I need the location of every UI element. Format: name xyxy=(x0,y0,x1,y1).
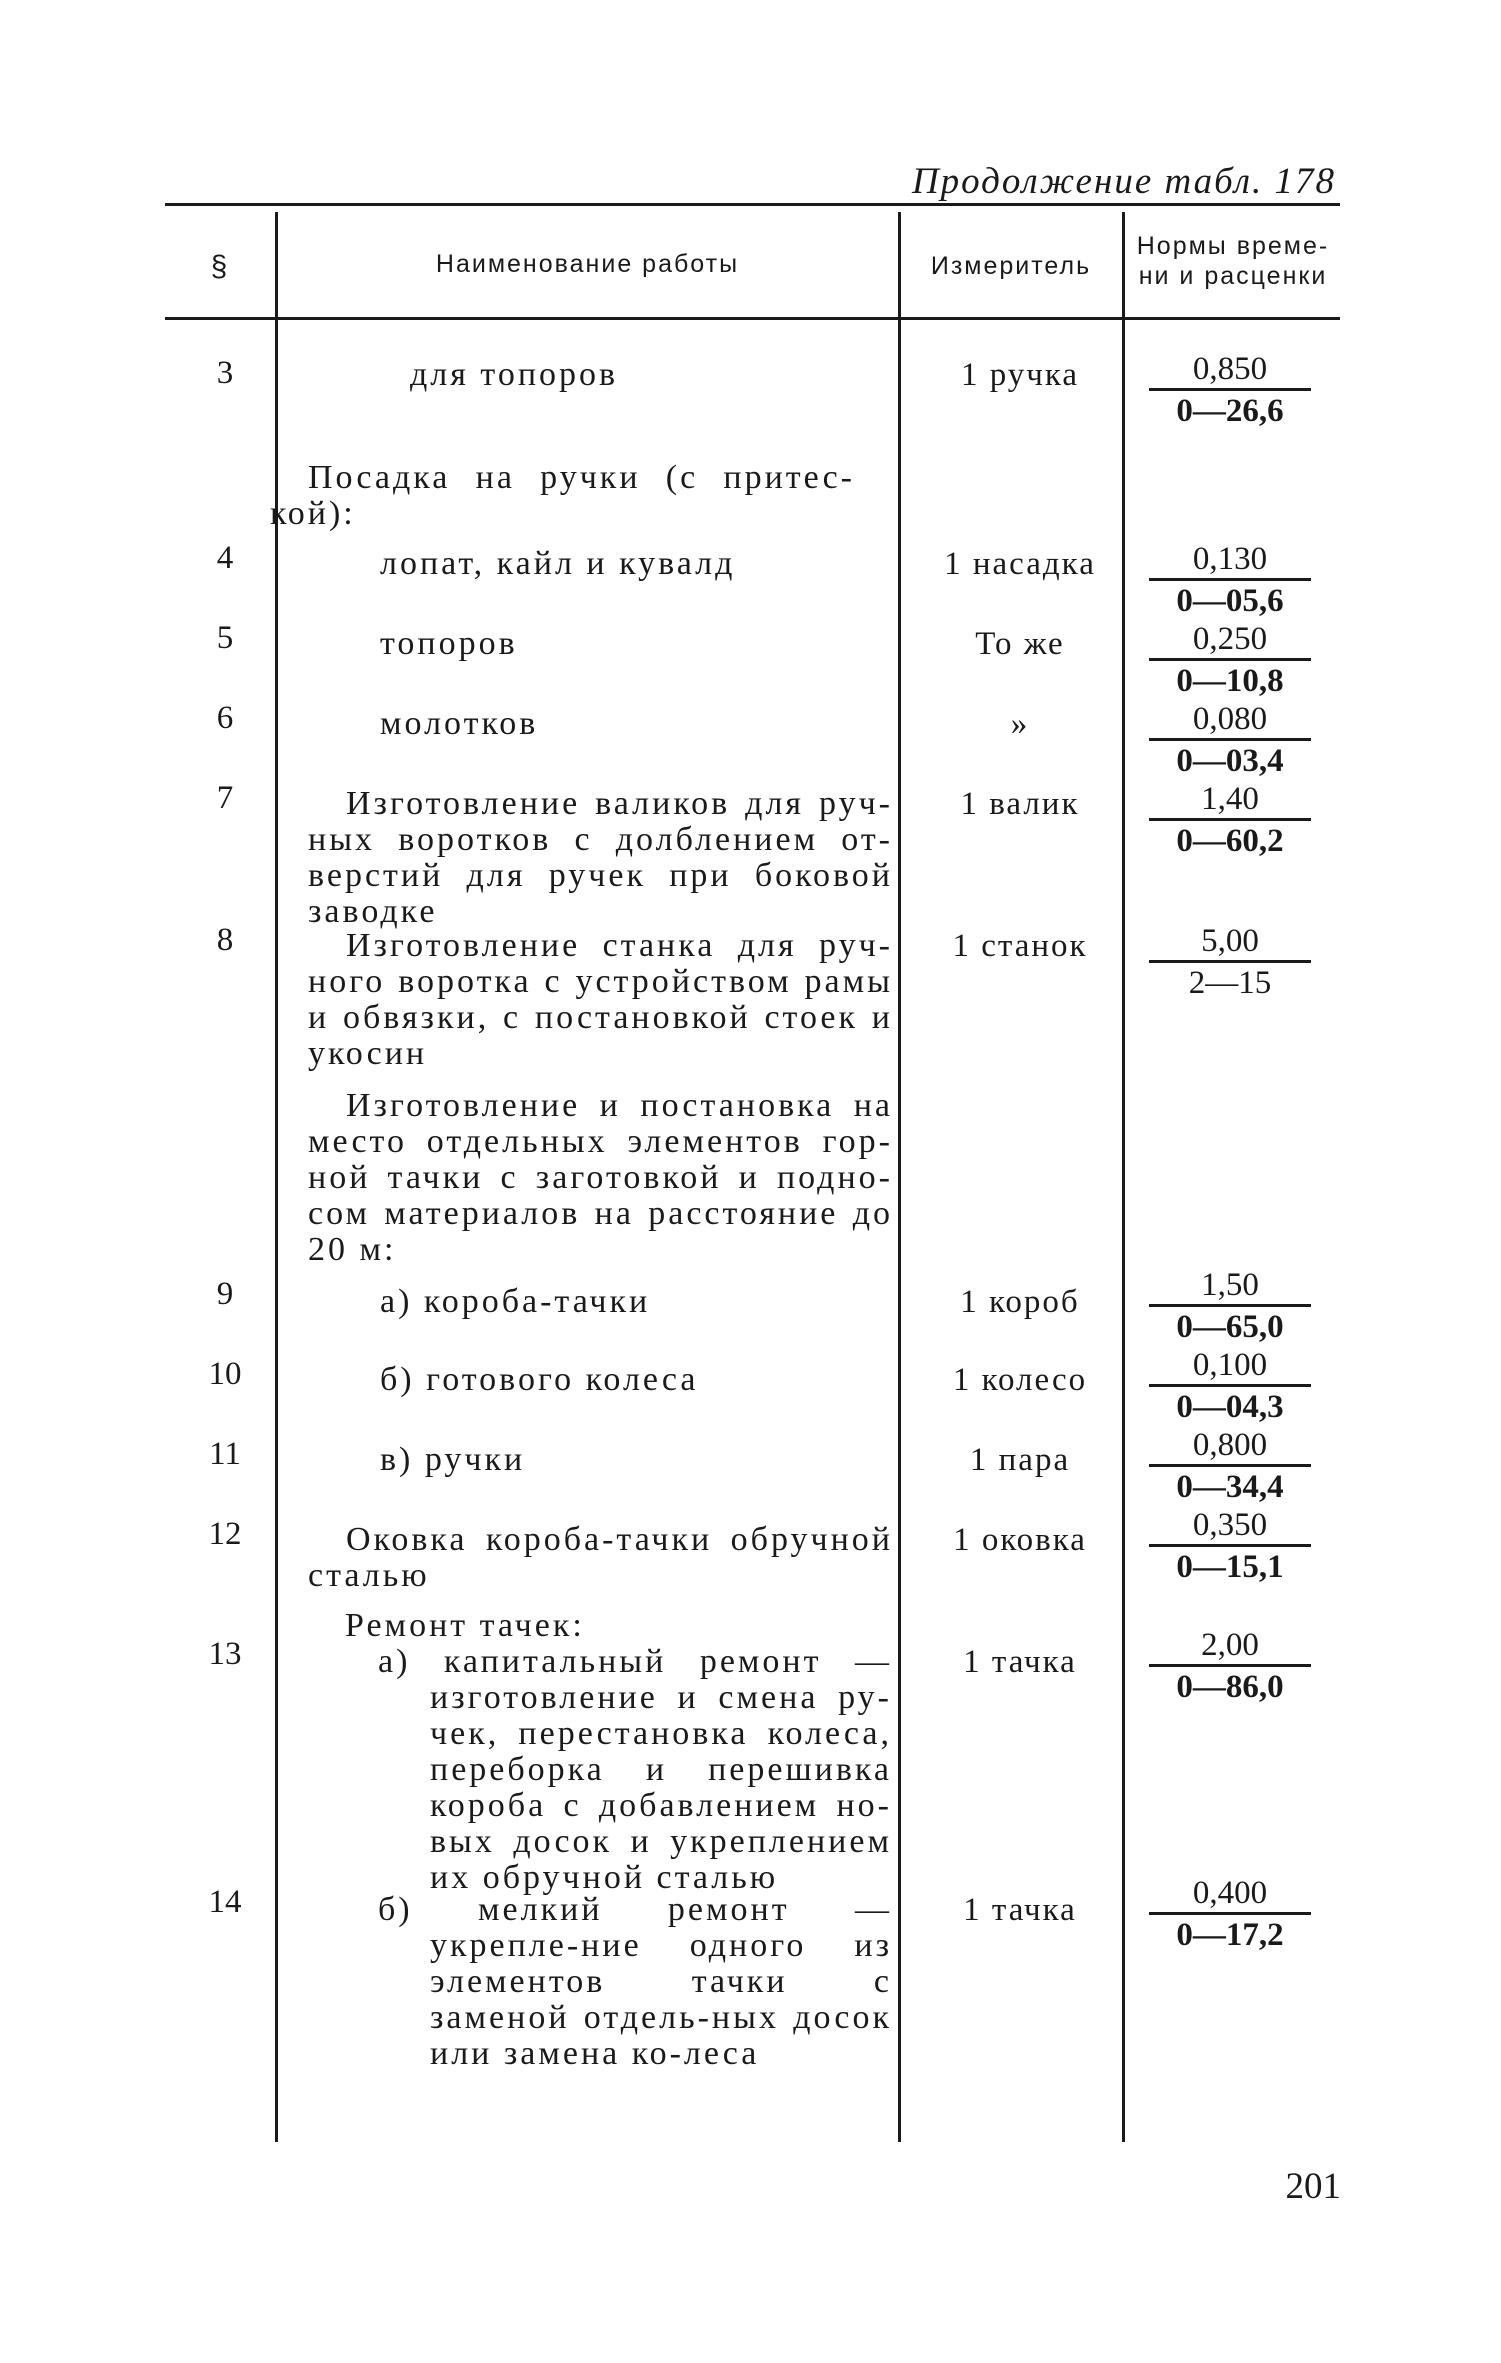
row-norm xyxy=(1145,780,1315,859)
norm-price: 0—10,8 xyxy=(1176,663,1284,699)
norm-price: 0—05,6 xyxy=(1176,583,1284,619)
norm-price: 0—34,4 xyxy=(1176,1469,1284,1505)
table-header-rule xyxy=(165,317,1340,320)
row-number: 11 xyxy=(209,1436,241,1472)
norm-price: 0—03,4 xyxy=(1176,743,1284,779)
row-norm xyxy=(1145,350,1315,429)
norm-time: 0,800 xyxy=(1192,1427,1268,1463)
column-divider-3 xyxy=(1122,212,1125,2142)
row-measure: То же xyxy=(975,626,1065,662)
norm-price: 0—86,0 xyxy=(1176,1669,1284,1705)
row-number: 6 xyxy=(216,700,234,736)
row-text: в) ручки xyxy=(380,1441,526,1478)
norm-price: 2—15 xyxy=(1188,965,1272,1001)
row-norm xyxy=(1145,1346,1315,1425)
row-measure: 1 пара xyxy=(969,1442,1071,1478)
norm-price: 0—04,3 xyxy=(1176,1389,1284,1425)
norm-time: 0,400 xyxy=(1192,1875,1268,1911)
row-number: 9 xyxy=(216,1276,234,1312)
row-number: 4 xyxy=(216,540,234,576)
row-measure: 1 валик xyxy=(960,786,1080,822)
row-text: для топоров xyxy=(410,356,619,393)
row-norm xyxy=(1145,1506,1315,1585)
header-measure: Измеритель xyxy=(930,252,1092,280)
row-text: а) короба-тачки xyxy=(380,1283,651,1320)
row-number: 14 xyxy=(208,1884,242,1920)
row-measure: » xyxy=(1010,706,1030,742)
row-norm xyxy=(1145,1626,1315,1705)
row-norm xyxy=(1145,1874,1315,1953)
row-norm xyxy=(1145,700,1315,779)
header-section: § xyxy=(210,250,230,283)
norm-time: 0,850 xyxy=(1192,351,1268,387)
row-text: б) готового колеса xyxy=(380,1361,699,1398)
group-heading: Ремонт тачек: xyxy=(345,1607,585,1644)
row-text: топоров xyxy=(380,625,518,662)
row-text: молотков xyxy=(380,705,539,742)
row-measure: 1 станок xyxy=(952,928,1088,964)
norm-price: 0—65,0 xyxy=(1176,1309,1284,1345)
group-heading: Изготовление и постановка на место отдельных элементов гор-ной тачки с заготовкой и подно-сом материалов на расстояние до 20 м: xyxy=(308,1087,893,1268)
norm-time: 0,080 xyxy=(1192,701,1268,737)
row-norm xyxy=(1145,620,1315,699)
row-measure: 1 оковка xyxy=(953,1522,1087,1558)
row-measure: 1 колесо xyxy=(952,1362,1088,1398)
table-top-rule xyxy=(165,203,1340,206)
norm-time: 0,350 xyxy=(1192,1507,1268,1543)
row-number: 5 xyxy=(216,620,234,656)
header-work: Наименование работы xyxy=(435,250,740,278)
row-measure: 1 тачка xyxy=(963,1892,1077,1928)
row-number: 13 xyxy=(208,1636,242,1672)
header-norms-line2: ни и расценки xyxy=(1138,262,1328,290)
norm-time: 2,00 xyxy=(1201,1627,1259,1663)
norm-time: 0,250 xyxy=(1192,621,1268,657)
row-norm xyxy=(1145,1426,1315,1505)
row-number: 8 xyxy=(216,922,234,958)
norm-time: 0,100 xyxy=(1192,1347,1268,1383)
norm-price: 0—60,2 xyxy=(1176,823,1284,859)
row-measure: 1 ручка xyxy=(960,357,1080,393)
row-measure: 1 насадка xyxy=(944,546,1096,582)
row-measure: 1 тачка xyxy=(963,1644,1077,1680)
norm-time: 0,130 xyxy=(1192,541,1268,577)
row-norm xyxy=(1145,922,1315,1001)
norm-time: 1,40 xyxy=(1201,781,1259,817)
row-text: Изготовление валиков для руч-ных воротков с долблением от-верстий для ручек при боковой заводке xyxy=(308,785,893,930)
row-norm xyxy=(1145,1266,1315,1345)
column-divider-2 xyxy=(898,212,901,2142)
norm-price: 0—17,2 xyxy=(1176,1917,1284,1953)
norm-time: 1,50 xyxy=(1201,1267,1259,1303)
row-text: Оковка короба-тачки обручной сталью xyxy=(308,1521,893,1594)
group-heading: Посадка на ручки (с притес-кой): xyxy=(270,459,855,532)
row-number: 12 xyxy=(208,1516,242,1552)
row-text: а) капитальный ремонт — изготовление и смена ру-чек, перестановка колеса, переборка и перешивка короба с добавлением но-вых досок и укреплением их обручной сталью xyxy=(378,1643,892,1896)
norm-time: 5,00 xyxy=(1201,923,1259,959)
norm-price: 0—26,6 xyxy=(1176,393,1284,429)
row-measure: 1 короб xyxy=(960,1284,1080,1320)
norm-price: 0—15,1 xyxy=(1176,1549,1284,1585)
row-text: б) мелкий ремонт — укрепле-ние одного из элементов тачки с заменой отдель-ных досок или замена ко-леса xyxy=(378,1891,892,2072)
row-text: лопат, кайл и кувалд xyxy=(380,545,736,582)
row-norm xyxy=(1145,540,1315,619)
row-number: 3 xyxy=(216,355,234,391)
row-text: Изготовление станка для руч-ного воротка с устройством рамы и обвязки, с постановкой стоек и укосин xyxy=(308,927,893,1072)
table-caption: Продолжение табл. 178 xyxy=(911,161,1336,202)
header-norms-line1: Нормы време- xyxy=(1136,232,1330,260)
page-number: 201 xyxy=(1285,2166,1341,2207)
row-number: 10 xyxy=(208,1356,242,1392)
row-number: 7 xyxy=(216,780,234,816)
